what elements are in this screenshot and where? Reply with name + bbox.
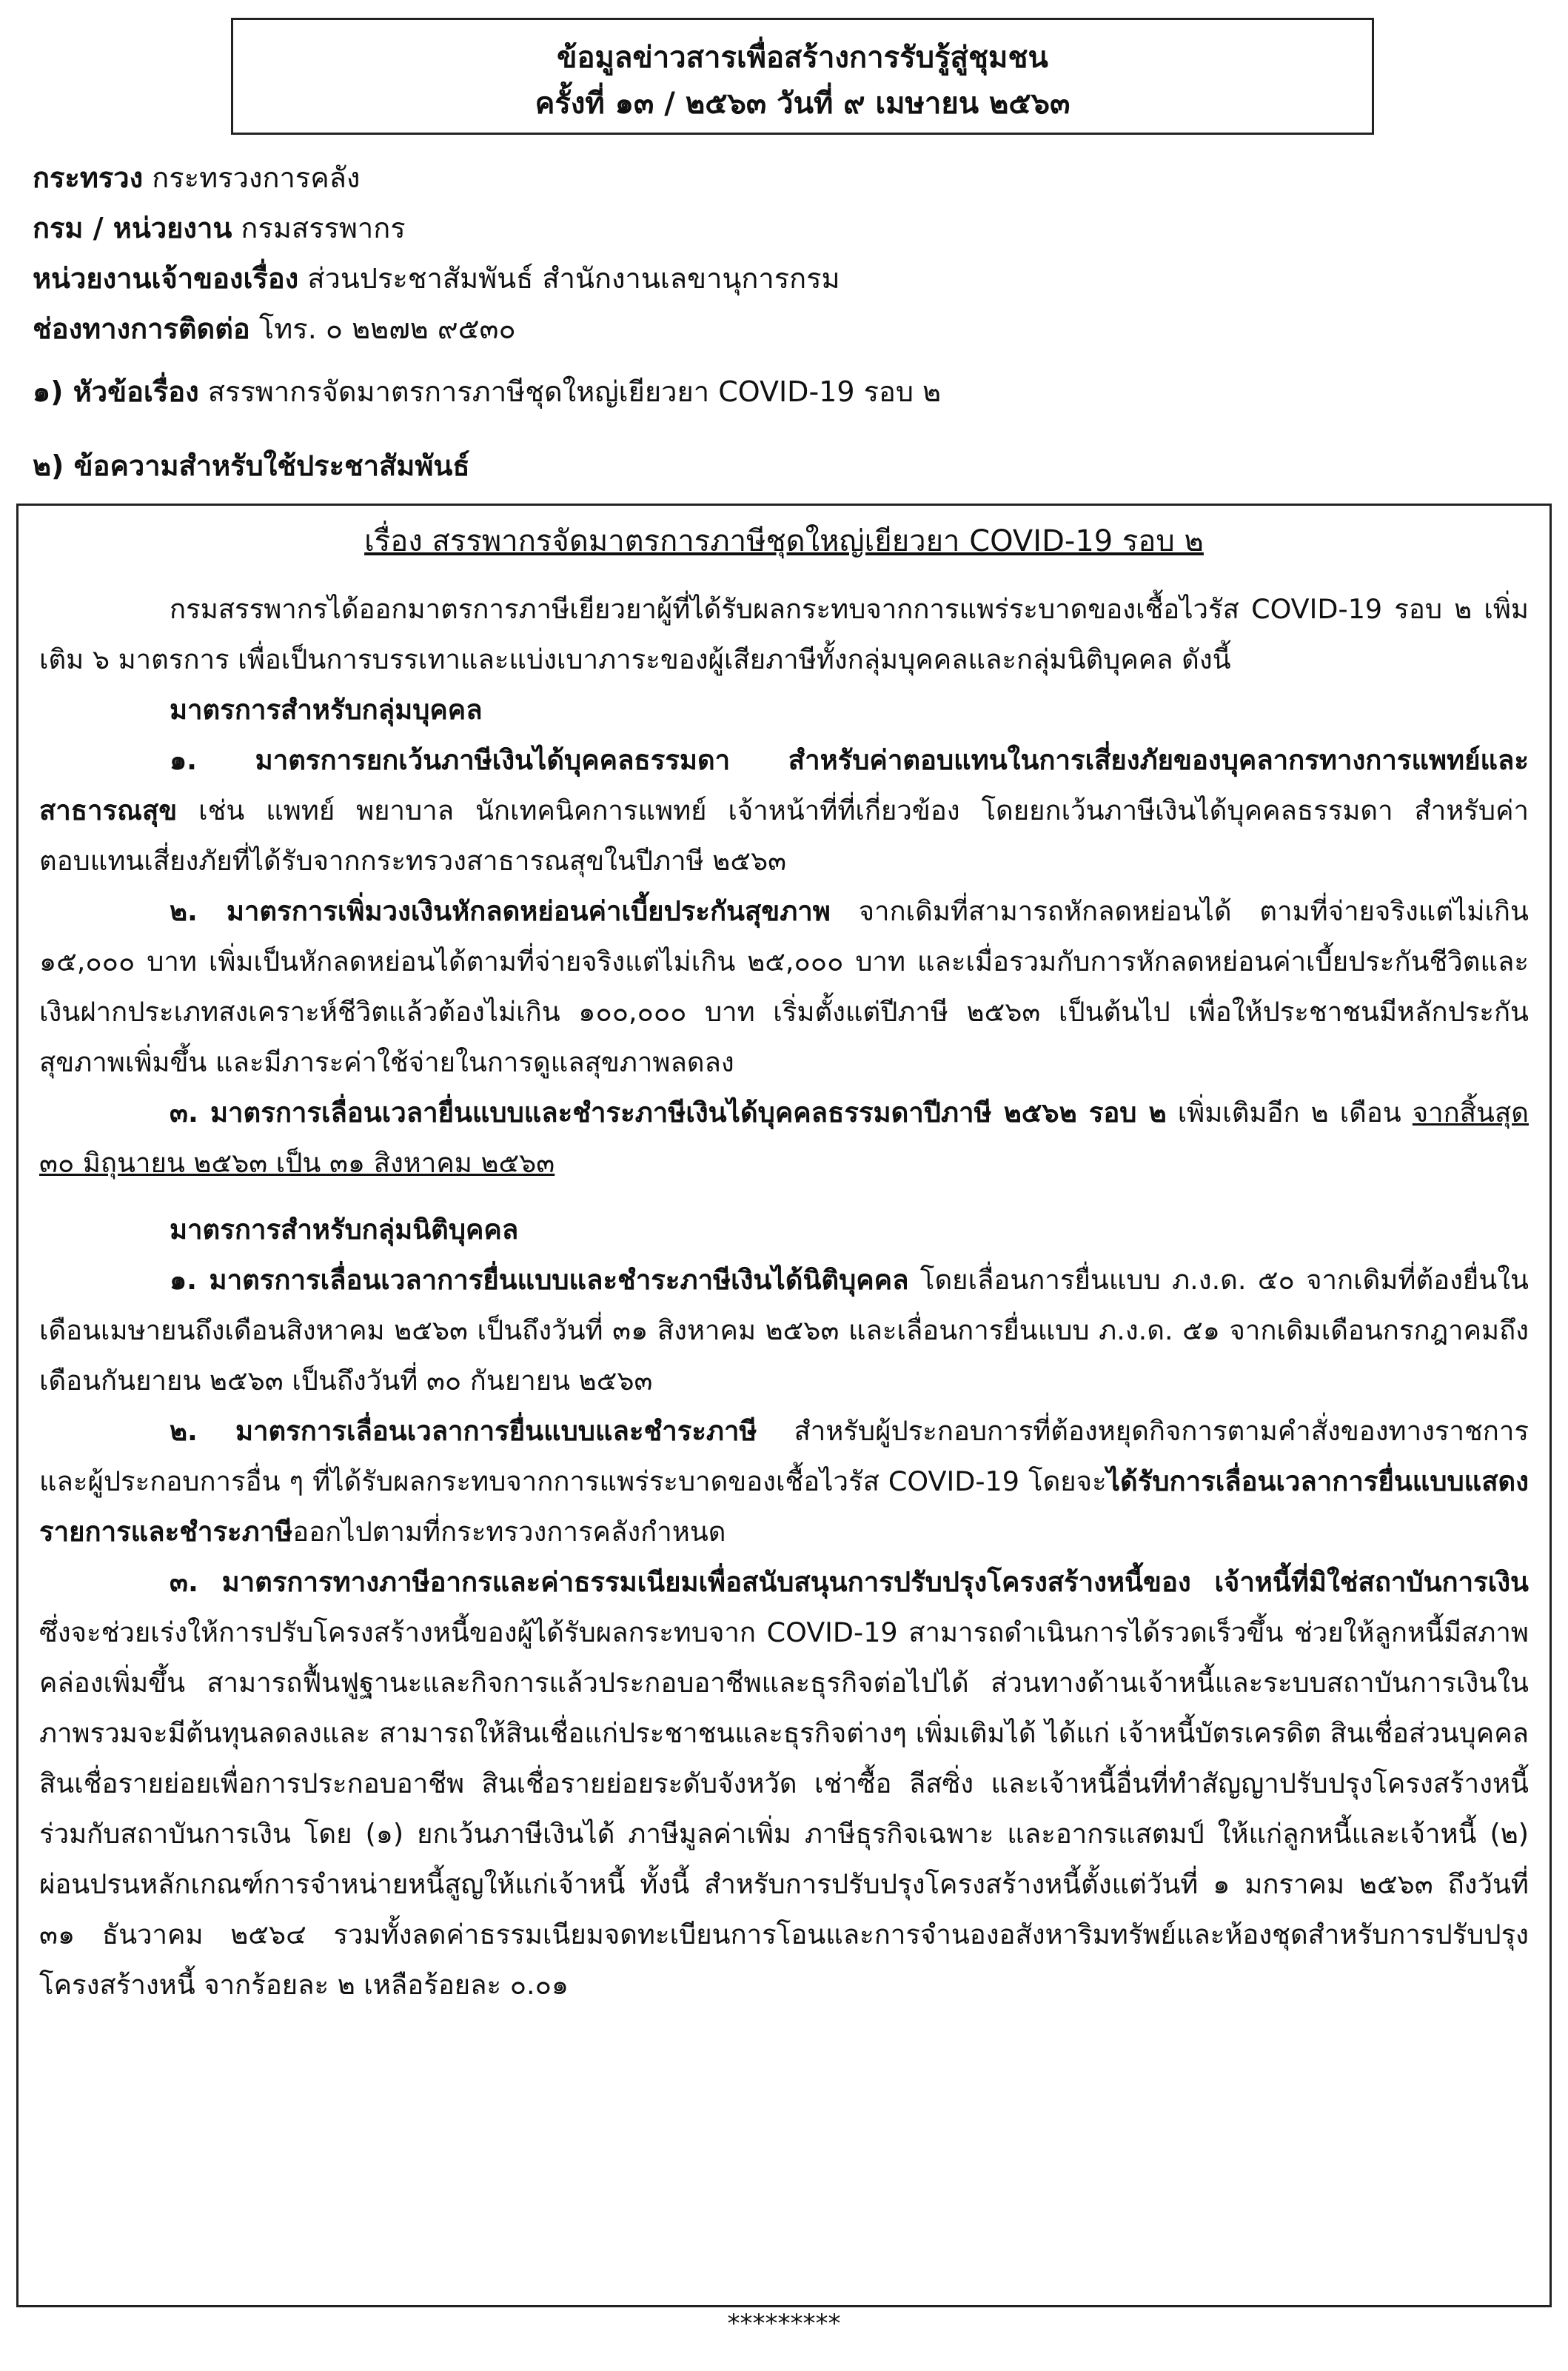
meta-ministry: กระทรวง กระทรวงการคลัง [33,161,361,194]
group2-heading: มาตรการสำหรับกลุ่มนิติบุคคล [170,1214,519,1245]
meta-owner: หน่วยงานเจ้าของเรื่อง ส่วนประชาสัมพันธ์ สำนักงานเลขานุการกรม [33,262,840,295]
section-1-topic: ๑) หัวข้อเรื่อง สรรพากรจัดมาตรการภาษีชุดใหญ่เยียวยา COVID-19 รอบ ๒ [33,375,942,408]
end-marker: ********* [727,2309,841,2338]
g2-item2: ๒. มาตรการเลื่อนเวลาการยื่นแบบและชำระภาษี สำหรับผู้ประกอบการที่ต้องหยุดกิจการตามคำสั่งของทางราชการ และผู้ประกอบการอื่น ๆ ที่ได้รับผลกระทบจากการแพร่ระบาดของเชื้อไวรัส COVID-19 โดยจะได้รับการเลื่อนเวลาการยื่นแบบแสดงรายการและชำระภาษีออกไปตามที่กระทรวงการคลังกำหนด [39,1415,1529,1548]
g1-item1: ๑. มาตรการยกเว้นภาษีเงินได้บุคคลธรรมดา สำหรับค่าตอบแทนในการเสี่ยงภัยของบุคลากรทางการแพทย์และสาธารณสุข เช่น แพทย์ พยาบาล นักเทคนิคการแพทย์ เจ้าหน้าที่ที่เกี่ยวข้อง โดยยกเว้นภาษีเงินได้บุคคลธรรมดา สำหรับค่าตอบแทนเสี่ยงภัยที่ได้รับจากกระทรวงสาธารณสุขในปีภาษี ๒๕๖๓ [39,744,1529,877]
section-2-label: ๒) ข้อความสำหรับใช้ประชาสัมพันธ์ [33,449,470,482]
g2-item1: ๑. มาตรการเลื่อนเวลาการยื่นแบบและชำระภาษีเงินได้นิติบุคคล โดยเลื่อนการยื่นแบบ ภ.ง.ด. ๕๐ จากเดิมที่ต้องยื่นในเดือนเมษายนถึงเดือนสิงหาคม ๒๕๖๓ เป็นถึงวันที่ ๓๑ สิงหาคม ๒๕๖๓ และเลื่อนการยื่นแบบ ภ.ง.ด. ๕๑ จากเดิมเดือนกรกฎาคมถึงเดือนกันยายน ๒๕๖๓ เป็นถึงวันที่ ๓๐ กันยายน ๒๕๖๓ [39,1264,1530,1397]
meta-contact: ช่องทางการติดต่อ โทร. ๐ ๒๒๗๒ ๙๕๓๐ [33,312,516,345]
g1-item2: ๒. มาตรการเพิ่มวงเงินหักลดหย่อนค่าเบี้ยประกันสุขภาพ จากเดิมที่สามารถหักลดหย่อนได้ ตามที่จ่ายจริงแต่ไม่เกิน ๑๕,๐๐๐ บาท เพิ่มเป็นหักลดหย่อนได้ตามที่จ่ายจริงแต่ไม่เกิน ๒๕,๐๐๐ บาท และเมื่อรวมกับการหักลดหย่อนค่าเบี้ยประกันชีวิตและเงินฝากประเภทสงเคราะห์ชีวิตแล้วต้องไม่เกิน ๑๐๐,๐๐๐ บาท เริ่มตั้งแต่ปีภาษี ๒๕๖๓ เป็นต้นไป เพื่อให้ประชาชนมีหลักประกันสุขภาพเพิ่มขึ้น และมีภาระค่าใช้จ่ายในการดูแลสุขภาพลดลง [39,895,1529,1078]
intro-paragraph: กรมสรรพากรได้ออกมาตรการภาษีเยียวยาผู้ที่ได้รับผลกระทบจากการแพร่ระบาดของเชื้อไวรัส COVID-19 รอบ ๒ เพิ่มเติม ๖ มาตรการ เพื่อเป็นการบรรเทาและแบ่งเบาภาระของผู้เสียภาษีทั้งกลุ่มบุคคลและกลุ่มนิติบุคคล ดังนี้ [39,593,1529,675]
content-title: เรื่อง สรรพากรจัดมาตรการภาษีชุดใหญ่เยียวยา COVID-19 รอบ ๒ [364,524,1204,558]
header-title: ข้อมูลข่าวสารเพื่อสร้างการรับรู้สู่ชุมชน [557,41,1048,75]
group1-heading: มาตรการสำหรับกลุ่มบุคคล [170,694,483,726]
meta-dept: กรม / หน่วยงาน กรมสรรพากร [33,212,406,244]
header-box [231,18,1374,135]
g2-item3: ๓. มาตรการทางภาษีอากรและค่าธรรมเนียมเพื่อสนับสนุนการปรับปรุงโครงสร้างหนี้ของ เจ้าหนี้ที่มิใช่สถาบันการเงิน ซึ่งจะช่วยเร่งให้การปรับโครงสร้างหนี้ของผู้ได้รับผลกระทบจาก COVID-19 สามารถดำเนินการได้รวดเร็วขึ้น ช่วยให้ลูกหนี้มีสภาพคล่องเพิ่มขึ้น สามารถฟื้นฟูฐานะและกิจการแล้วประกอบอาชีพและธุรกิจต่อไปได้ ส่วนทางด้านเจ้าหนี้และระบบสถาบันการเงินในภาพรวมจะมีต้นทุนลดลงและ สามารถให้สินเชื่อแก่ประชาชนและธุรกิจต่างๆ เพิ่มเติมได้ ได้แก่ เจ้าหนี้บัตรเครดิต สินเชื่อส่วนบุคคล สินเชื่อรายย่อยเพื่อการประกอบอาชีพ สินเชื่อรายย่อยระดับจังหวัด เช่าซื้อ ลีสซิ่ง และเจ้าหนี้อื่นที่ทำสัญญาปรับปรุงโครงสร้างหนี้ร่วมกับสถาบันการเงิน โดย (๑) ยกเว้นภาษีเงินได้ ภาษีมูลค่าเพิ่ม ภาษีธุรกิจเฉพาะ และอากรแสตมป์ ให้แก่ลูกหนี้และเจ้าหนี้ (๒) ผ่อนปรนหลักเกณฑ์การจำหน่ายหนี้สูญให้แก่เจ้าหนี้ ทั้งนี้ สำหรับการปรับปรุงโครงสร้างหนี้ตั้งแต่วันที่ ๑ มกราคม ๒๕๖๓ ถึงวันที่ ๓๑ ธันวาคม ๒๕๖๔ รวมทั้งลดค่าธรรมเนียมจดทะเบียนการโอนและการจำนองอสังหาริมทรัพย์และห้องชุดสำหรับการปรับปรุงโครงสร้างหนี้ จากร้อยละ ๒ เหลือร้อยละ ๐.๐๑ [39,1566,1529,2001]
header-issue: ครั้งที่ ๑๓ / ๒๕๖๓ วันที่ ๙ เมษายน ๒๕๖๓ [535,87,1071,121]
g1-item3: ๓. มาตรการเลื่อนเวลายื่นแบบและชำระภาษีเงินได้บุคคลธรรมดาปีภาษี ๒๕๖๒ รอบ ๒ เพิ่มเติมอีก ๒ เดือน จากสิ้นสุด ๓๐ มิถุนายน ๒๕๖๓ เป็น ๓๑ สิงหาคม ๒๕๖๓ [39,1097,1529,1179]
pr-content-box [16,504,1552,2307]
meta-block [33,153,840,354]
